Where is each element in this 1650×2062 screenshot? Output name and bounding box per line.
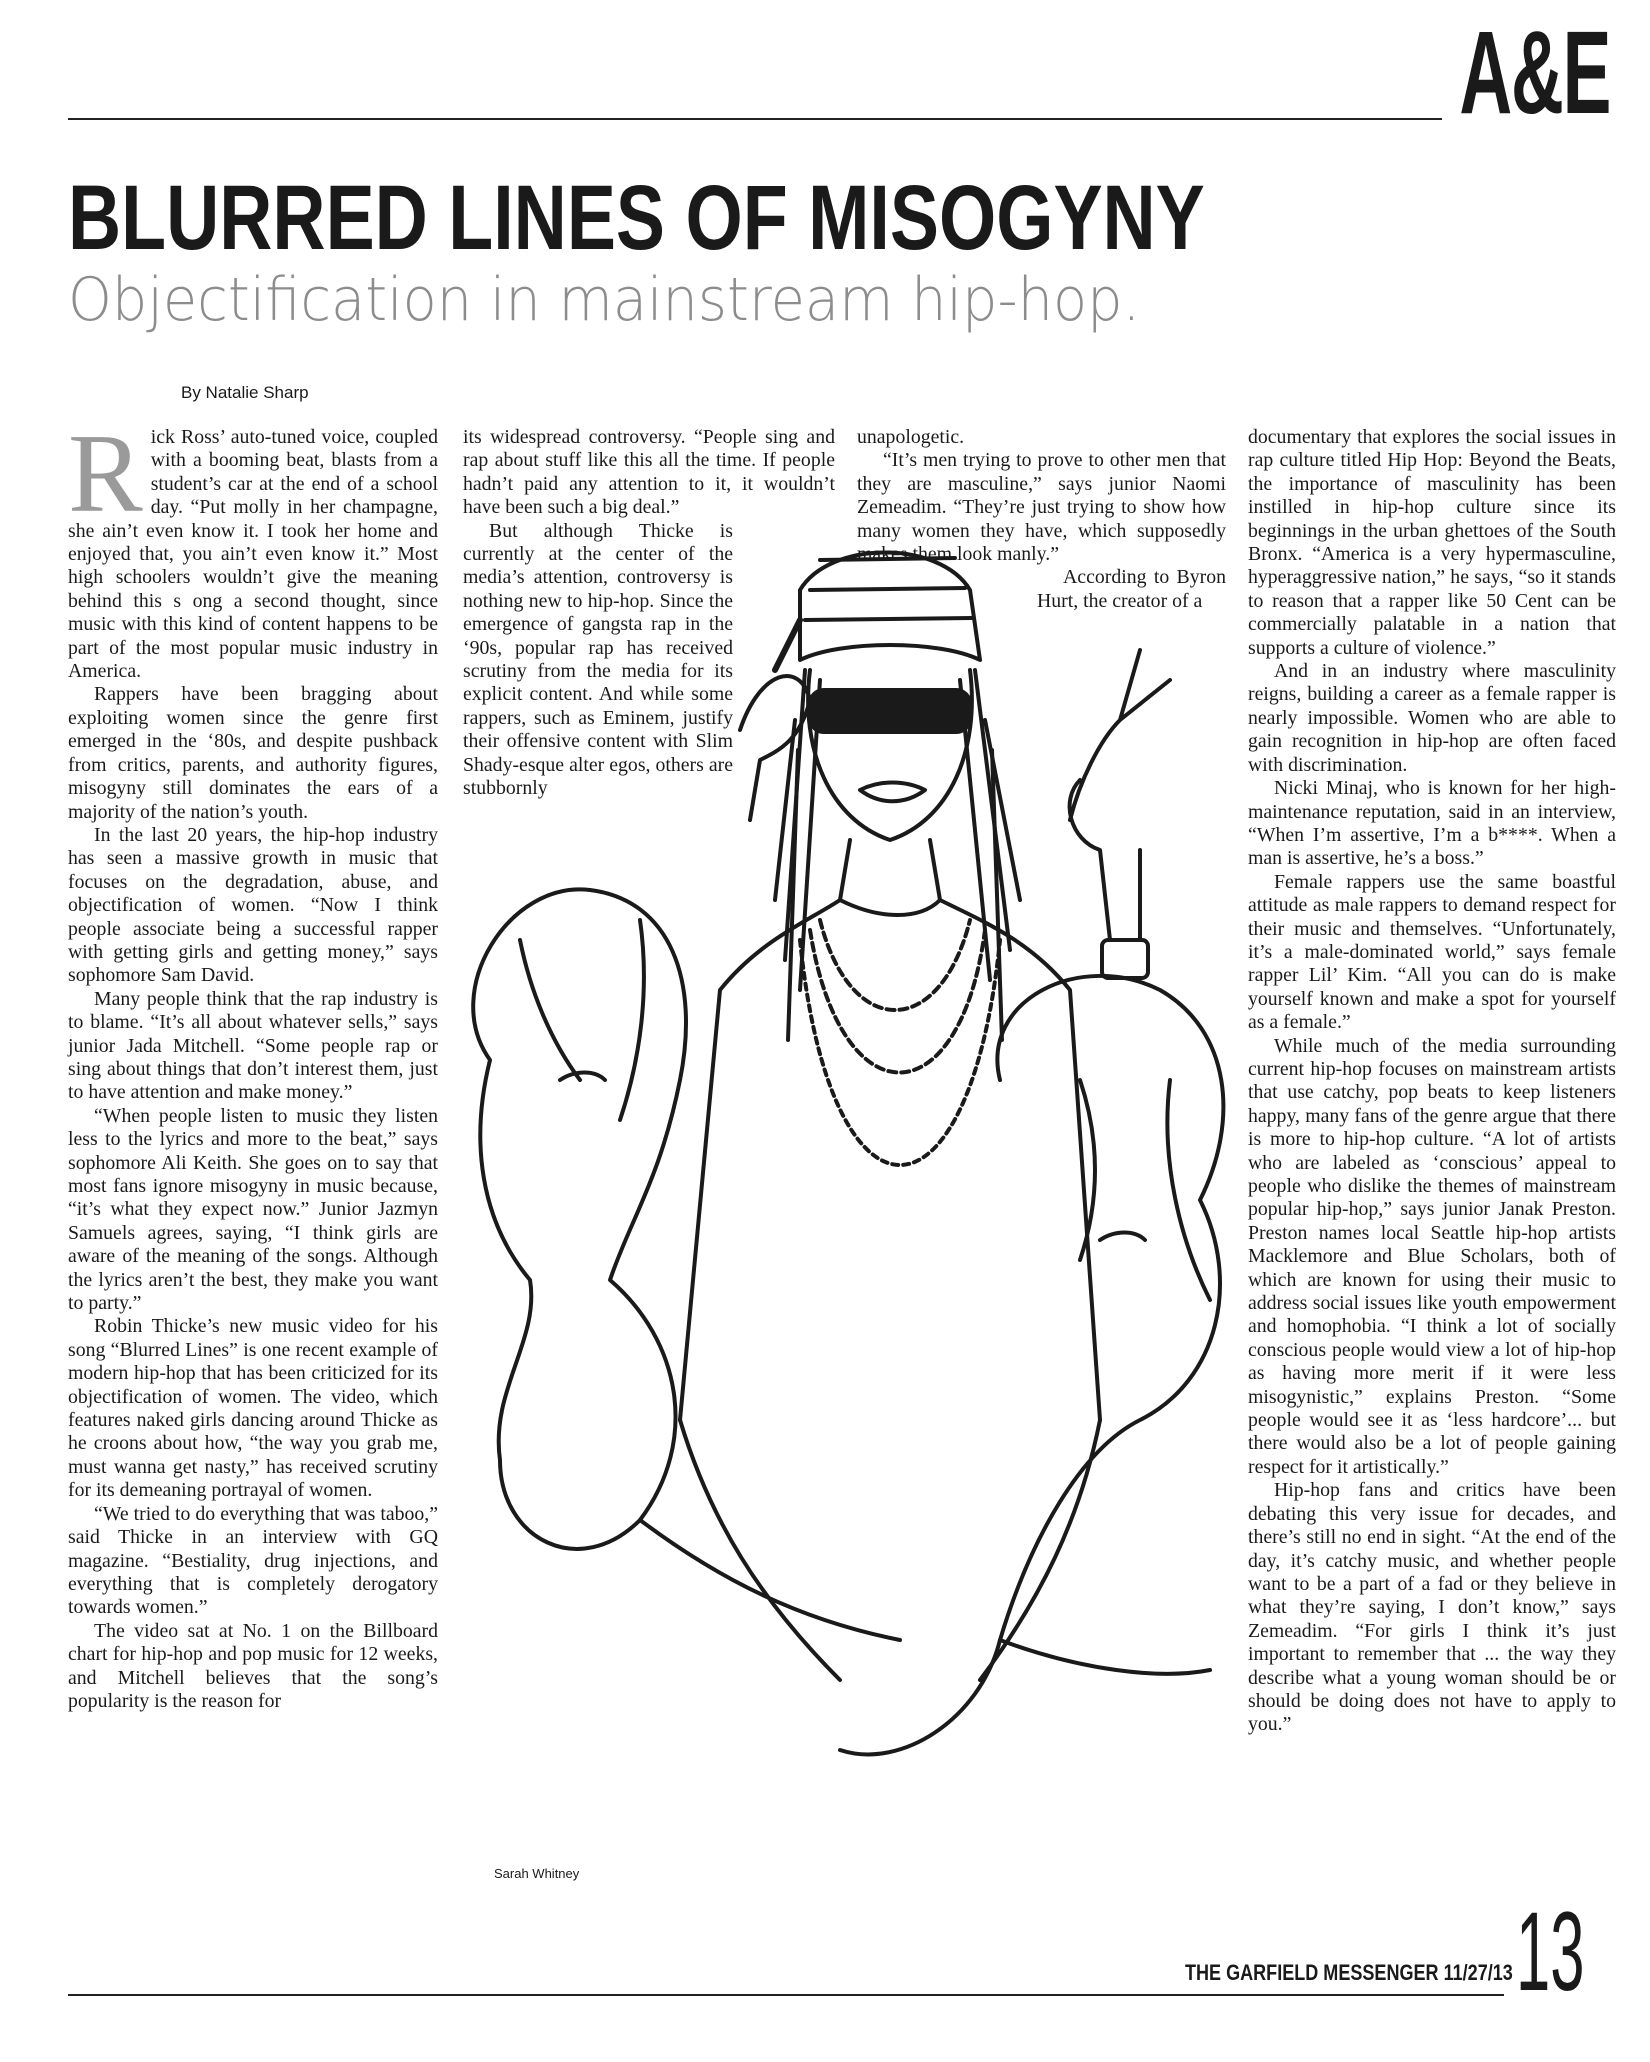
footer-publication: THE GARFIELD MESSENGER 11/27/13 [1185, 1960, 1513, 1985]
article-paragraph: “We tried to do everything that was taboo,” said Thicke in an interview with GQ magazine. “Bestiality, drug injections, and everything that is completely derogatory towards women.” [68, 1502, 438, 1619]
article-paragraph: Rick Ross’ auto-tuned voice, coupled with a booming beat, blasts from a student’s car at the end of a school day. “Put molly in her champagne, she ain’t even know it. I took her home and enjoyed that, you ain’t even know it.” Most high schoolers wouldn’t give the meaning behind this s ong a second thought, since music with this kind of content happens to be part of the most popular music industry in America. [68, 412, 438, 683]
section-tag: A&E [1459, 7, 1610, 139]
article-paragraph: its widespread controversy. “People sing and rap about stuff like this all the time. If people hadn’t paid any attention to it, it wouldn’t have been such a big deal.” [463, 426, 835, 519]
header-rule [68, 118, 1442, 120]
article-paragraph: And in an industry where masculinity reigns, building a career as a female rapper is nearly impossible. Women who are able to gain recognition in hip-hop are often faced with discrimination. [1248, 660, 1616, 776]
article-paragraph: documentary that explores the social issues in rap culture titled Hip Hop: Beyond the Beats, the importance of masculinity has been instilled in hip-hop culture since its beginnings in the urban ghettoes of the South Bronx. “America is a very hypermasculine, hyperaggressive nation,” he says, “so it stands to reason that a rapper like 50 Cent can be commercially palatable in a nation that supports a culture of violence.” [1248, 426, 1616, 659]
article-paragraph: According to Byron Hurt, the creator of a [1037, 566, 1226, 612]
article-column-3 [857, 426, 1226, 613]
deck: Objectification in mainstream hip-hop. [68, 265, 1141, 335]
article-paragraph: unapologetic. [857, 426, 965, 448]
article-paragraph: In the last 20 years, the hip-hop industry has seen a massive growth in music that focuses on the degradation, abuse, and objectification of women. “Now I think people associate being a successful rapper with getting girls and getting money,” says sophomore Sam David. [68, 823, 438, 987]
article-column-4 [1248, 426, 1616, 1737]
article-paragraph: Rappers have been bragging about exploiting women since the genre first emerged in the ‘80s, and despite pushback from critics, parents, and authority figures, misogyny still dominates the ears of a majority of the nation’s youth. [68, 683, 438, 823]
article-paragraph: Female rappers use the same boastful attitude as male rappers to demand respect for their music and themselves. “Unfortunately, it’s a male-dominated world,” says female rapper Lil’ Kim. “All you can do is make yourself known and make a spot for yourself as a female.” [1248, 870, 1616, 1034]
page-number: 13 [1516, 1889, 1585, 2014]
torso-outline [680, 840, 1100, 1420]
article-column-1 [68, 412, 438, 1713]
chain-necklace [820, 920, 970, 1010]
article-paragraph: Nicki Minaj, who is known for her high-maintenance reputation, said in an interview, “When I’m assertive, I’m a b****. When a man is assertive, he’s a boss.” [1248, 777, 1616, 870]
article-column-2 [463, 426, 835, 801]
article-paragraph: “It’s men trying to prove to other men that they are masculine,” says junior Naomi Zemeadim. “They’re just trying to show how many women they have, which supposedly makes them look manly.” [857, 449, 1226, 566]
article-paragraph: While much of the media surrounding current hip-hop focuses on mainstream artists that use catchy, pop beats to keep listeners happy, many fans of the genre argue that there is more to hip-hop culture. “A lot of artists who are labeled as ‘conscious’ appeal to people who dislike the themes of mainstream popular hip-hop,” says junior Janak Preston. Preston names local Seattle hip-hop artists Macklemore and Blue Scholars, both of which are known for using their music to address social issues like youth empowerment and homophobia. “I think a lot of socially conscious people would view a lot of hip-hop as having more merit if it were less misogynistic,” explains Preston. “Some people would see it as ‘less hardcore’... but there would also be a lot of people gaining respect for it artistically.” [1248, 1034, 1616, 1478]
footer-rule [68, 1994, 1504, 1996]
photo-credit: Sarah Whitney [494, 1866, 580, 1881]
article-paragraph: The video sat at No. 1 on the Billboard chart for hip-hop and pop music for 12 weeks, and Mitchell believes that the song’s popularity is the reason for [68, 1619, 438, 1712]
article-paragraph: But although Thicke is currently at the center of the media’s attention, controversy is nothing new to hip-hop. Since the emergence of gangsta rap in the ‘90s, popular rap has received scrutiny from the media for its explicit content. And while some rappers, such as Eminem, justify their offensive content with Slim Shady-esque alter egos, others are stubbornly [463, 519, 733, 800]
raised-hand [1070, 650, 1170, 940]
byline: By Natalie Sharp [181, 383, 309, 402]
drop-cap: R [68, 412, 143, 536]
woman-left [473, 889, 686, 1549]
article-paragraph: Robin Thicke’s new music video for his song “Blurred Lines” is one recent example of modern hip-hop that has been criticized for its objectification of women. The video, which features naked girls dancing around Thicke as he croons about how, “the way you grab me, must wanna get nasty,” has received scrutiny for its demeaning portrayal of women. [68, 1315, 438, 1502]
headline: BLURRED LINES OF MISOGYNY [68, 167, 1205, 269]
article-paragraph: Many people think that the rap industry is to blame. “It’s all about whatever sells,” says junior Jada Mitchell. “Some people rap or sing about things that don’t interest them, just to have attention and make money.” [68, 987, 438, 1104]
article-paragraph: Hip-hop fans and critics have been debating this very issue for decades, and there’s still no end in sight. “At the end of the day, it’s catchy music, and whether people want to be a part of a fad or they believe in what they’re saying, I don’t know,” says Zemeadim. “For girls I think it’s just important to remember that ... the way they describe what a young woman should be or should be doing does not have to apply to you.” [1248, 1479, 1616, 1736]
article-paragraph: “When people listen to music they listen less to the lyrics and more to the beat,” says sophomore Ali Keith. She goes on to say that most fans ignore misogyny in music because, “it’s what they expect now.” Junior Jazmyn Samuels agrees, saying, “I think girls are aware of the meaning of the songs. Although the lyrics aren’t the best, they make you want to party.” [68, 1104, 438, 1315]
